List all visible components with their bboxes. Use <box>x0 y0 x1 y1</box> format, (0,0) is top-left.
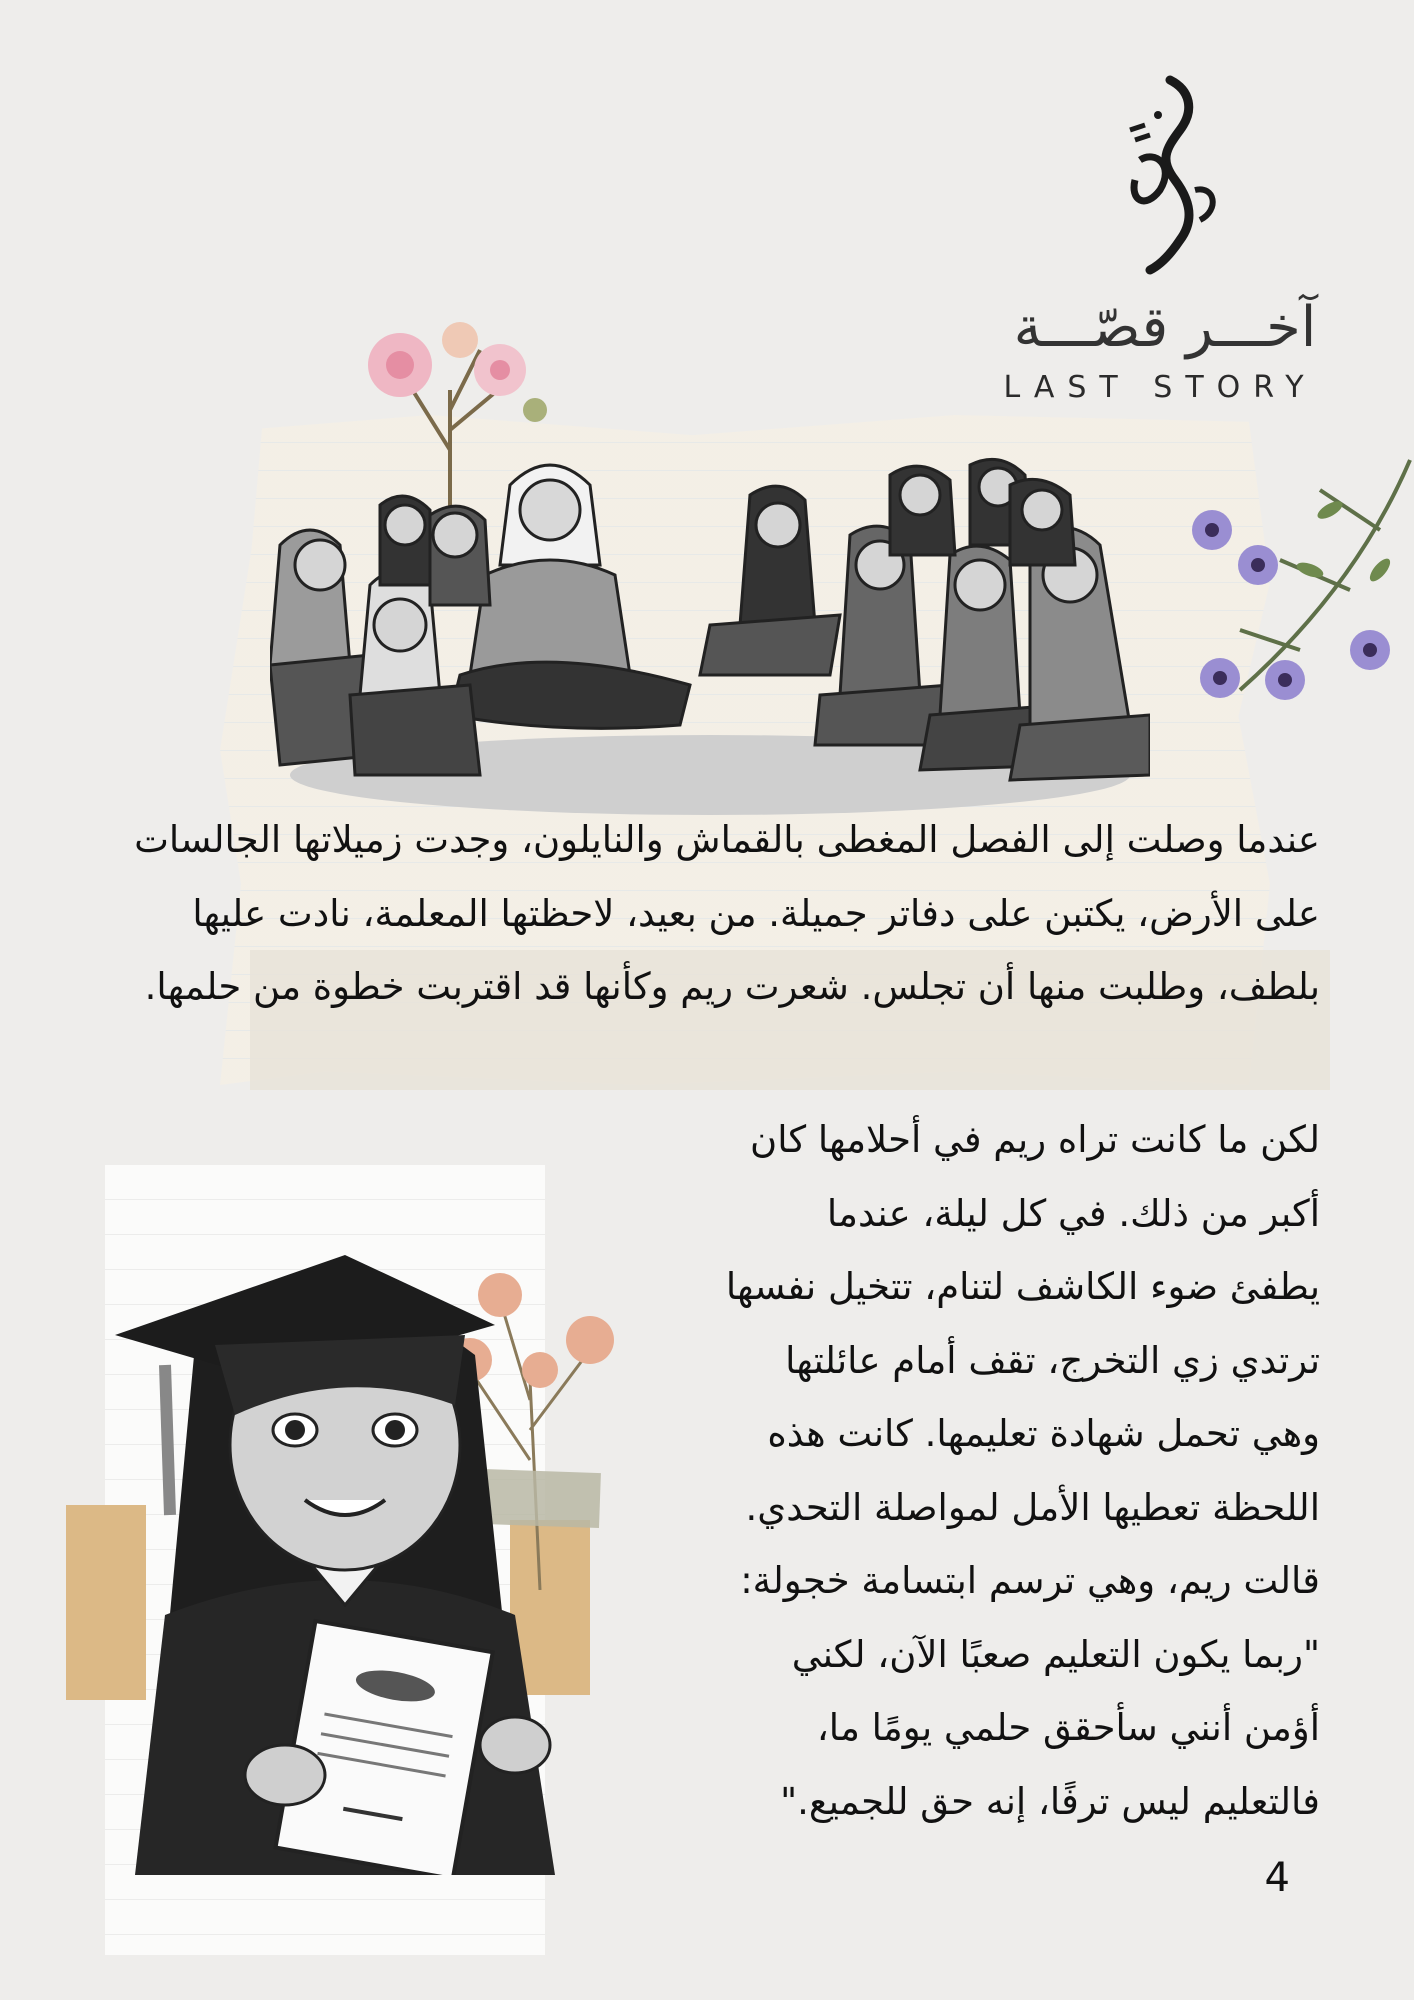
story-line: ترتدي زي التخرج، تقف أمام عائلتها <box>785 1338 1320 1382</box>
story-line: وهي تحمل شهادة تعليمها. كانت هذه <box>767 1412 1320 1455</box>
story-line: أؤمن أنني سأحقق حلمي يومًا ما، <box>816 1706 1320 1749</box>
logo-latin-text: LAST STORY <box>1003 370 1317 405</box>
purple-flower-icon <box>1180 450 1414 730</box>
graduate-girl-illustration <box>95 1215 595 1875</box>
page-number: 4 <box>1264 1855 1290 1901</box>
story-line: يطفئ ضوء الكاشف لتنام، تتخيل نفسها <box>725 1265 1320 1308</box>
story-line: "ربما يكون التعليم صعبًا الآن، لكني <box>791 1632 1320 1676</box>
story-line: لكن ما كانت تراه ريم في أحلامها كان <box>750 1118 1320 1161</box>
story-line: اللحظة تعطيها الأمل لمواصلة التحدي. <box>745 1485 1320 1529</box>
classroom-illustration <box>270 425 1150 815</box>
logo <box>980 70 1350 410</box>
story-paragraph-2 <box>600 1103 1320 1838</box>
story-line: قالت ريم، وهي ترسم ابتسامة خجولة: <box>740 1559 1320 1602</box>
logo-arabic-text: آخـــر قصّـــة <box>1013 295 1317 360</box>
story-line: أكبر من ذلك. في كل ليلة، عندما <box>826 1191 1320 1235</box>
logo-calligraphy-icon <box>1100 70 1240 280</box>
story-paragraph-1: عندما وصلت إلى الفصل المغطى بالقماش والنايلون، وجدت زميلاتها الجالسات على الأرض، يكتبن على دفاتر جميلة. من بعيد، لاحظتها المعلمة، نادت عليها بلطف، وطلبت منها أن تجلس. شعرت ريم وكأنها قد اقتربت خطوة من حلمها. <box>134 818 1320 1008</box>
story-line: فالتعليم ليس ترفًا، إنه حق للجميع." <box>780 1779 1320 1823</box>
